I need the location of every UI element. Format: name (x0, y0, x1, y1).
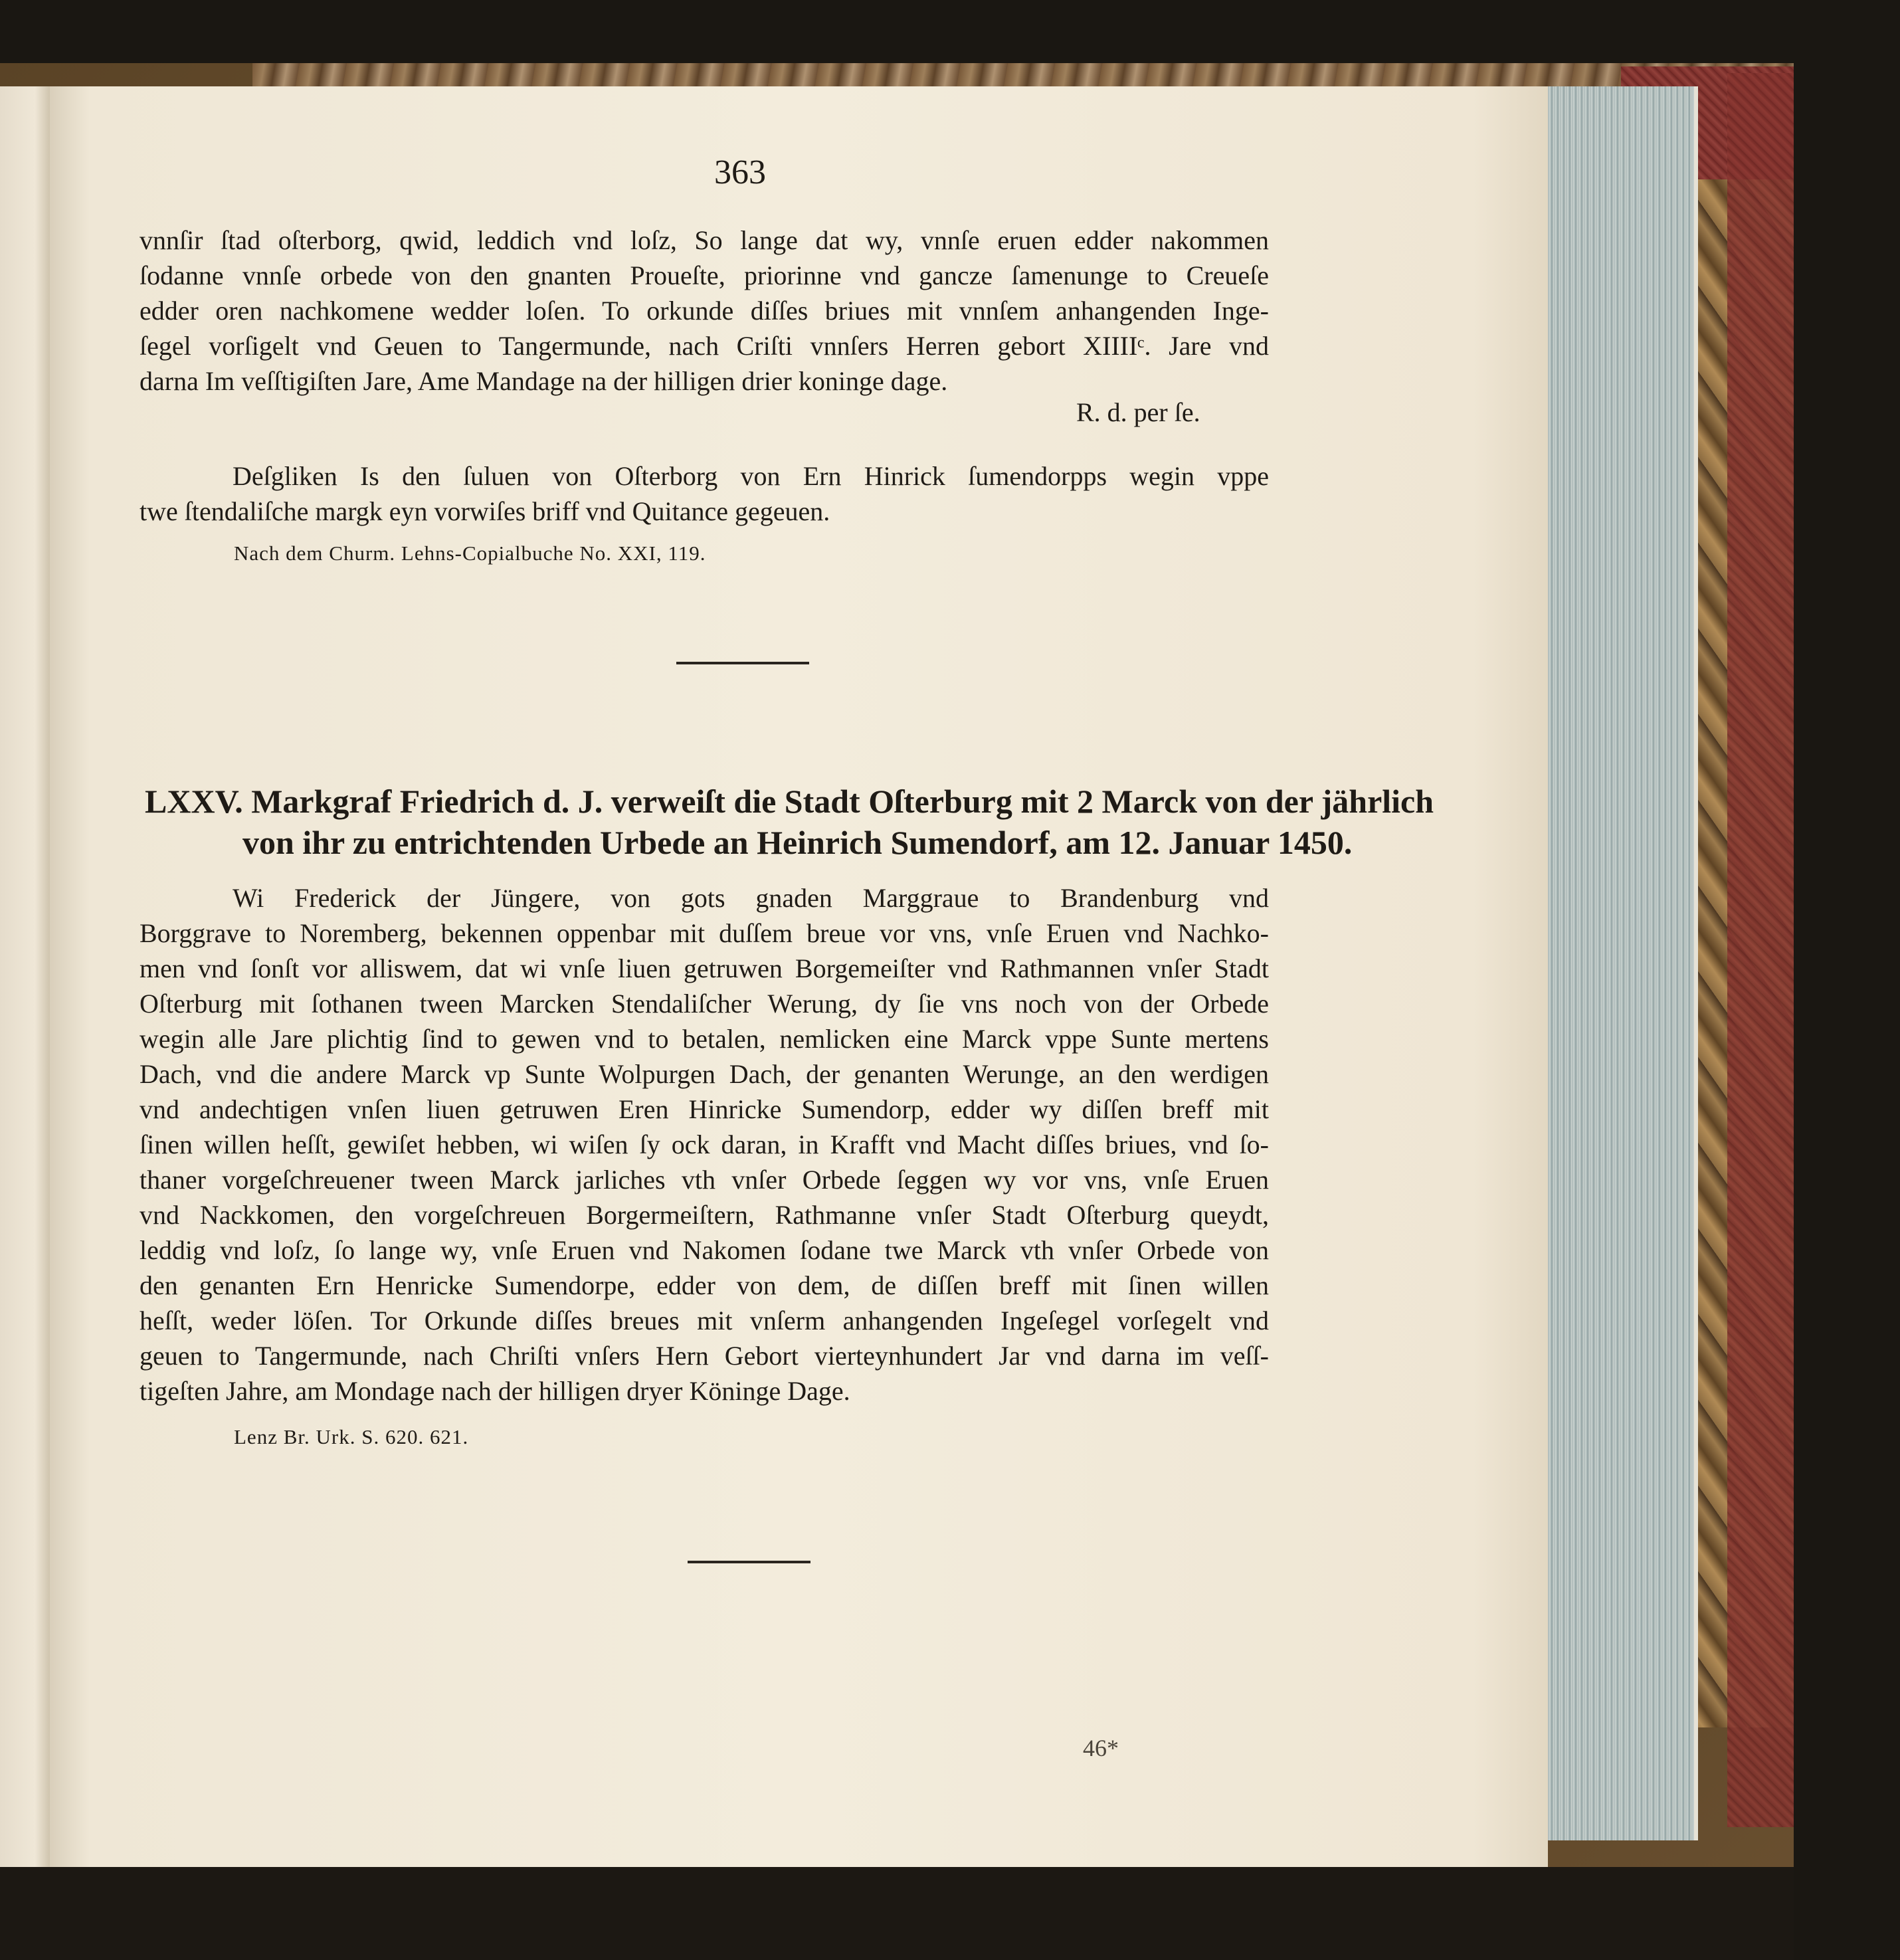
text-line: ſegel vorſigelt vnd Geuen to Tangermunde, nach Criſti vnnſers Herren gebort XIIIIᶜ. Jare vnd (140, 331, 1269, 361)
facing-page-edge (0, 86, 50, 1867)
text-line: vnd Nackkomen, den vorgeſchreuen Borgermeiſtern, Rathmanne vnſer Stadt Oſterburg queydt, (140, 1200, 1269, 1230)
section-divider (676, 662, 809, 664)
source-citation: Lenz Br. Urk. S. 620. 621. (234, 1425, 469, 1448)
text-line: vnd andechtigen vnſen liuen getruwen Eren Hinricke Sumendorp, edder wy diſſen breff mit (140, 1094, 1269, 1124)
text-line: Wi Frederick der Jüngere, von gots gnaden Marggraue to Brandenburg vnd (233, 883, 1269, 913)
text-line: Oſterburg mit ſothanen tween Marcken Stendaliſcher Werung, dy ſie vns noch von der Orbede (140, 989, 1269, 1019)
page-number: 363 (714, 153, 766, 191)
page-edges (1548, 86, 1698, 1840)
background-strip (0, 1867, 1794, 1960)
text-line: men vnd ſonſt vor alliswem, dat wi vnſe liuen getruwen Borgemeiſter vnd Rathmannen vnſer Stadt (140, 953, 1269, 983)
section-heading: LXXV. Markgraf Friedrich d. J. verweiſt die Stadt Oſterburg mit 2 Marck von der jährlich (145, 783, 1434, 820)
text-line: ſodanne vnnſe orbede von den gnanten Proueſte, priorinne vnd gancze ſamenunge to Creueſe (140, 260, 1269, 290)
text-line: heſſt, weder löſen. Tor Orkunde diſſes breues mit vnſerm anhangenden Ingeſegel vorſegelt vnd (140, 1306, 1269, 1335)
text-line: wegin alle Jare plichtig ſind to gewen vnd to betalen, nemlicken eine Marck vppe Sunte mertens (140, 1024, 1269, 1054)
text-line: geuen to Tangermunde, nach Chriſti vnſers Hern Gebort vierteynhundert Jar vnd darna im veſſ- (140, 1341, 1269, 1371)
signature: R. d. per ſe. (1076, 397, 1200, 427)
section-heading: von ihr zu entrichtenden Urbede an Heinrich Sumendorf, am 12. Januar 1450. (242, 824, 1353, 861)
text-line: tigeſten Jahre, am Mondage nach der hilligen dryer Köninge Dage. (140, 1376, 850, 1406)
document-3-paragraph (140, 916, 1269, 1373)
cloth-spine (1727, 73, 1794, 1827)
text-line: vnnſir ſtad oſterborg, qwid, leddich vnd loſz, So lange dat wy, vnnſe eruen edder nakommen (140, 225, 1269, 255)
text-line: Deſgliken Is den ſuluen von Oſterborg von Ern Hinrick ſumendorpps wegin vppe (233, 461, 1269, 491)
text-line: den genanten Ern Henricke Sumendorpe, edder von dem, de diſſen breff mit ſinen willen (140, 1270, 1269, 1300)
text-line: Dach, vnd die andere Marck vp Sunte Wolpurgen Dach, der genanten Werunge, an den werdigen (140, 1059, 1269, 1089)
sheet-signature-mark: 46* (1083, 1735, 1119, 1761)
source-citation: Nach dem Churm. Lehns-Copialbuche No. XXI, 119. (234, 541, 706, 565)
section-divider (688, 1561, 810, 1563)
text-line: leddig vnd loſz, ſo lange wy, vnſe Eruen vnd Nakomen ſodane twe Marck vth vnſer Orbede von (140, 1235, 1269, 1265)
text-line: twe ſtendaliſche margk eyn vorwiſes briff vnd Quitance gegeuen. (140, 496, 830, 526)
text-line: Borggrave to Noremberg, bekennen oppenbar mit duſſem breue vor vns, vnſe Eruen vnd Nachko- (140, 918, 1269, 948)
text-line: ſinen willen heſſt, gewiſet hebben, wi wiſen ſy ock daran, in Krafft vnd Macht diſſes briues, vnd ſo- (140, 1129, 1269, 1159)
text-line: edder oren nachkomene wedder loſen. To orkunde diſſes briues mit vnnſem anhangenden Inge- (140, 296, 1269, 326)
text-line: darna Im veſſtigiſten Jare, Ame Mandage na der hilligen drier koninge dage. (140, 366, 948, 396)
document-1-paragraph (140, 223, 1269, 363)
text-line: thaner vorgeſchreuener tween Marck jarliches vth vnſer Orbede ſeggen wy vor vns, vnſe Eruen (140, 1165, 1269, 1195)
